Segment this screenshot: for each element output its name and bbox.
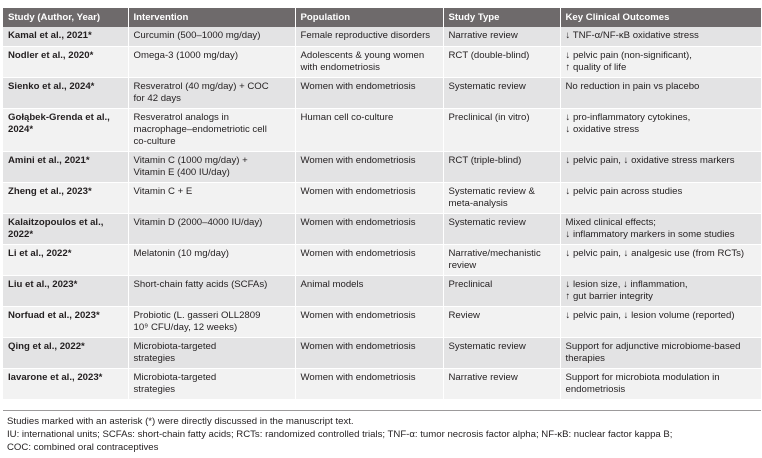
cell-study-type-line: review: [448, 259, 477, 271]
cell-intervention: [128, 306, 295, 337]
cell-intervention: [128, 46, 295, 77]
cell-outcomes: [560, 27, 761, 46]
cell-population: [295, 275, 443, 306]
cell-study-type: [443, 368, 560, 399]
cell-intervention-line: Melatonin (10 mg/day): [133, 247, 229, 259]
header-population: Population: [295, 8, 443, 27]
cell-population-line: Human cell co-culture: [300, 111, 394, 123]
cell-outcomes: [560, 213, 761, 244]
cell-outcomes: [560, 244, 761, 275]
cell-study: Nodler et al., 2020*: [3, 46, 128, 77]
cell-population-line: Women with endometriosis: [300, 80, 416, 92]
cell-population-line: Adolescents & young women: [300, 49, 425, 61]
cell-population: [295, 46, 443, 77]
cell-outcomes-line: endometriosis: [565, 383, 626, 395]
cell-population: [295, 306, 443, 337]
cell-intervention: [128, 108, 295, 151]
cell-intervention-line: Microbiota-targeted: [133, 340, 217, 352]
cell-outcomes-line: ↓ lesion size, ↓ inflammation,: [565, 278, 688, 290]
cell-intervention-line: Resveratrol (40 mg/day) + COC: [133, 80, 269, 92]
cell-study: Sienko et al., 2024*: [3, 77, 128, 108]
cell-population: [295, 368, 443, 399]
cell-population-line: Women with endometriosis: [300, 216, 416, 228]
cell-outcomes-line: Mixed clinical effects;: [565, 216, 656, 228]
cell-outcomes-line: ↑ gut barrier integrity: [565, 290, 653, 302]
cell-intervention-line: Short-chain fatty acids (SCFAs): [133, 278, 268, 290]
studies-table: [3, 8, 761, 400]
cell-study-type: [443, 244, 560, 275]
cell-outcomes-line: ↓ pelvic pain, ↓ lesion volume (reported): [565, 309, 735, 321]
cell-outcomes-line: ↓ pelvic pain across studies: [565, 185, 683, 197]
footnote-abbreviations: IU: international units; SCFAs: short-chain fatty acids; RCTs: randomized controlled trials; TNF-α: tumor necrosis factor alpha; NF-κB: nuclear factor kappa B;: [7, 429, 673, 440]
cell-study-type: [443, 77, 560, 108]
table-header-row: [3, 8, 761, 27]
cell-intervention-line: Vitamin C (1000 mg/day) +: [133, 154, 248, 166]
cell-intervention: [128, 337, 295, 368]
cell-intervention: [128, 244, 295, 275]
cell-intervention-line: Vitamin E (400 IU/day): [133, 166, 230, 178]
cell-study-type-line: meta-analysis: [448, 197, 508, 209]
cell-study-type-line: Systematic review &: [448, 185, 535, 197]
cell-outcomes: [560, 337, 761, 368]
table-row: [3, 306, 761, 337]
cell-population-line: Women with endometriosis: [300, 371, 416, 383]
cell-study-type: [443, 27, 560, 46]
header-outcomes: Key Clinical Outcomes: [560, 8, 761, 27]
cell-intervention-line: Vitamin D (2000–4000 IU/day): [133, 216, 263, 228]
table-row: [3, 77, 761, 108]
cell-population-line: Women with endometriosis: [300, 309, 416, 321]
cell-outcomes-line: therapies: [565, 352, 605, 364]
cell-population: [295, 77, 443, 108]
cell-study: Norfuad et al., 2023*: [3, 306, 128, 337]
table-row: [3, 213, 761, 244]
cell-study-type-line: Systematic review: [448, 216, 526, 228]
cell-outcomes: [560, 275, 761, 306]
cell-population-line: with endometriosis: [300, 61, 380, 73]
cell-outcomes-line: ↑ quality of life: [565, 61, 627, 73]
cell-population: [295, 244, 443, 275]
cell-intervention-line: 10⁹ CFU/day, 12 weeks): [133, 321, 238, 333]
cell-outcomes-line: ↓ pro-inflammatory cytokines,: [565, 111, 691, 123]
footnote-coc: COC: combined oral contraceptives: [7, 442, 159, 453]
cell-population-line: Women with endometriosis: [300, 340, 416, 352]
cell-study-type-line: Preclinical: [448, 278, 493, 290]
footnotes: [7, 415, 757, 454]
cell-intervention-line: Vitamin C + E: [133, 185, 193, 197]
table-row: [3, 244, 761, 275]
table-row: [3, 368, 761, 399]
cell-study-type: [443, 213, 560, 244]
cell-intervention-line: macrophage–endometriotic cell: [133, 123, 267, 135]
cell-study-type-line: RCT (triple-blind): [448, 154, 522, 166]
cell-intervention-line: Curcumin (500–1000 mg/day): [133, 30, 261, 41]
cell-intervention: [128, 151, 295, 182]
cell-study: Kalaitzopoulos et al., 2022*: [3, 213, 128, 244]
cell-outcomes-line: ↓ pelvic pain (non-significant),: [565, 49, 692, 61]
header-study: Study (Author, Year): [3, 8, 128, 27]
cell-study-type-line: Narrative review: [448, 30, 518, 41]
cell-outcomes-line: ↓ inflammatory markers in some studies: [565, 228, 735, 240]
cell-population: [295, 213, 443, 244]
cell-study-type: [443, 46, 560, 77]
cell-intervention-line: strategies: [133, 352, 176, 364]
table-row: [3, 27, 761, 46]
cell-outcomes-line: No reduction in pain vs placebo: [565, 80, 700, 92]
cell-population: [295, 337, 443, 368]
cell-outcomes: [560, 306, 761, 337]
cell-population: [295, 27, 443, 46]
table-row: [3, 108, 761, 151]
header-study-type: Study Type: [443, 8, 560, 27]
table-row: [3, 182, 761, 213]
cell-study: Qing et al., 2022*: [3, 337, 128, 368]
cell-population-line: Female reproductive disorders: [300, 30, 431, 41]
cell-intervention: [128, 182, 295, 213]
cell-intervention: [128, 77, 295, 108]
header-intervention: Intervention: [128, 8, 295, 27]
cell-outcomes: [560, 108, 761, 151]
cell-population-line: Women with endometriosis: [300, 154, 416, 166]
cell-study-type: [443, 275, 560, 306]
cell-intervention: [128, 27, 295, 46]
cell-study-type-line: Review: [448, 309, 480, 321]
cell-study-type-line: Narrative/mechanistic: [448, 247, 541, 259]
cell-outcomes-line: Support for adjunctive microbiome-based: [565, 340, 741, 352]
table-row: [3, 275, 761, 306]
cell-study-type-line: Preclinical (in vitro): [448, 111, 530, 123]
footnote-asterisk: Studies marked with an asterisk (*) were directly discussed in the manuscript text.: [7, 416, 354, 427]
cell-outcomes: [560, 151, 761, 182]
table-row: [3, 151, 761, 182]
cell-outcomes-line: ↓ TNF-α/NF-κB oxidative stress: [565, 30, 699, 41]
cell-intervention: [128, 213, 295, 244]
table-row: [3, 46, 761, 77]
cell-intervention-line: strategies: [133, 383, 176, 395]
cell-intervention: [128, 275, 295, 306]
cell-study-type-line: RCT (double-blind): [448, 49, 530, 61]
cell-population-line: Women with endometriosis: [300, 185, 416, 197]
cell-study-type: [443, 151, 560, 182]
cell-intervention-line: Microbiota-targeted: [133, 371, 217, 383]
cell-study-type-line: Systematic review: [448, 80, 526, 92]
cell-intervention-line: Probiotic (L. gasseri OLL2809: [133, 309, 261, 321]
cell-population-line: Animal models: [300, 278, 364, 290]
cell-outcomes: [560, 77, 761, 108]
cell-study: Liu et al., 2023*: [3, 275, 128, 306]
cell-population: [295, 182, 443, 213]
cell-study-type: [443, 182, 560, 213]
cell-study-type-line: Systematic review: [448, 340, 526, 352]
cell-study: Amini et al., 2021*: [3, 151, 128, 182]
cell-study-type: [443, 337, 560, 368]
cell-study: Zheng et al., 2023*: [3, 182, 128, 213]
cell-study-type: [443, 108, 560, 151]
cell-outcomes: [560, 368, 761, 399]
cell-outcomes-line: Support for microbiota modulation in: [565, 371, 720, 383]
table-row: [3, 337, 761, 368]
cell-population: [295, 108, 443, 151]
cell-study: Li et al., 2022*: [3, 244, 128, 275]
cell-study: Iavarone et al., 2023*: [3, 368, 128, 399]
cell-intervention-line: Resveratrol analogs in: [133, 111, 229, 123]
cell-intervention-line: Omega-3 (1000 mg/day): [133, 49, 239, 61]
cell-intervention-line: for 42 days: [133, 92, 181, 104]
cell-intervention: [128, 368, 295, 399]
cell-population-line: Women with endometriosis: [300, 247, 416, 259]
cell-outcomes-line: ↓ pelvic pain, ↓ oxidative stress markers: [565, 154, 735, 166]
cell-study-type-line: Narrative review: [448, 371, 518, 383]
cell-intervention-line: co-culture: [133, 135, 176, 147]
cell-study-type: [443, 306, 560, 337]
cell-study: Gołąbek-Grenda et al., 2024*: [3, 108, 128, 151]
cell-outcomes-line: ↓ pelvic pain, ↓ analgesic use (from RCTs): [565, 247, 745, 259]
footnote-rule: [3, 410, 761, 411]
cell-outcomes: [560, 182, 761, 213]
cell-outcomes-line: ↓ oxidative stress: [565, 123, 640, 135]
cell-study: Kamal et al., 2021*: [3, 27, 128, 46]
cell-population: [295, 151, 443, 182]
cell-outcomes: [560, 46, 761, 77]
